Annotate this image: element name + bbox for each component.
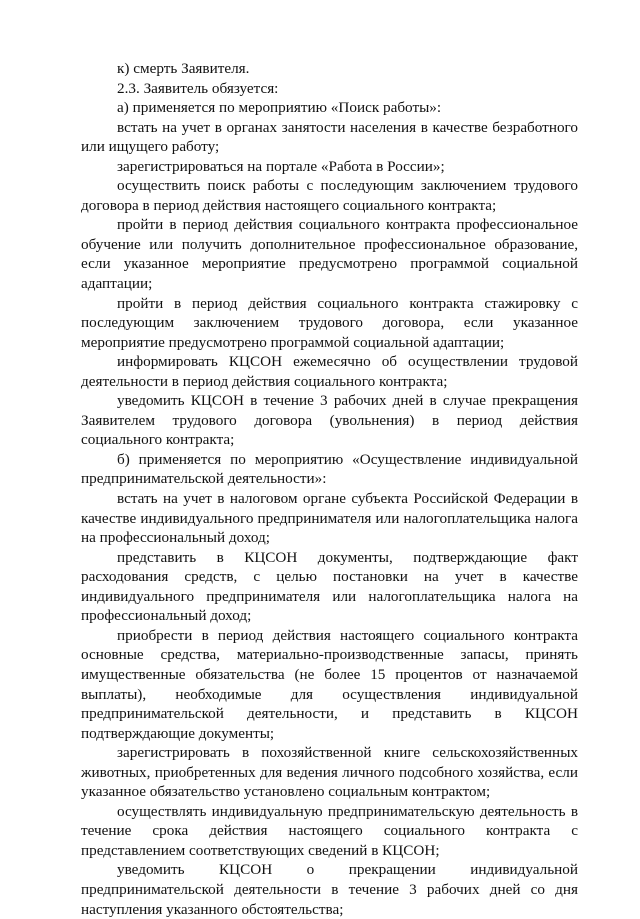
paragraph-conduct-business: осуществлять индивидуальную предпринимательскую деятельность в течение срока действия настоящего социального контракта с представлением соответствующих сведений в КЦСОН; <box>81 802 578 859</box>
paragraph-register-unemployment: встать на учет в органах занятости населения в качестве безработного или ищущего работу; <box>81 118 578 156</box>
paragraph-section-2-3: 2.3. Заявитель обязуется: <box>117 79 279 97</box>
paragraph-register-portal: зарегистрироваться на портале «Работа в России»; <box>117 157 445 175</box>
paragraph-tax-registration: встать на учет в налоговом органе субъекта Российской Федерации в качестве индивидуального предпринимателя или налогоплательщика налога на профессиональный доход; <box>81 490 578 547</box>
paragraph-inform-monthly: информировать КЦСОН ежемесячно об осуществлении трудовой деятельности в период действия социального контракта; <box>81 353 578 390</box>
paragraph-item-k: к) смерть Заявителя. <box>117 60 250 77</box>
document-page <box>81 59 578 919</box>
paragraph-internship: пройти в период действия социального контракта стажировку с последующим заключением трудового договора, если указанное мероприятие предусмотрено программой социальной адаптации; <box>81 294 578 351</box>
paragraph-notify-dismissal: уведомить КЦСОН в течение 3 рабочих дней в случае прекращения Заявителем трудового договора (увольнения) в период действия социального контракта; <box>81 392 578 449</box>
paragraph-notify-termination: уведомить КЦСОН о прекращении индивидуальной предпринимательской деятельности в течение 3 рабочих дней со дня наступления указанного обстоятельства; <box>81 861 578 918</box>
paragraph-item-b: б) применяется по мероприятию «Осуществление индивидуальной предпринимательской деятельности»: <box>81 450 578 488</box>
paragraph-item-a: а) применяется по мероприятию «Поиск работы»: <box>117 99 442 117</box>
paragraph-acquire-assets: приобрести в период действия настоящего социального контракта основные средства, материально-производственные запасы, принять имущественные обязательства (не более 15 процентов от назначаемой выплаты), необходимые для осуществления индивидуальной предпринимательской деятельности, и представить в КЦСОН подтверждающие документы; <box>81 626 578 742</box>
paragraph-register-livestock: зарегистрировать в похозяйственной книге сельскохозяйственных животных, приобретенных для ведения личного подсобного хозяйства, если указанное обязательство установлено социальным контрактом; <box>81 744 578 801</box>
paragraph-submit-documents: представить в КЦСОН документы, подтверждающие факт расходования средств, с целью постановки на учет в качестве индивидуального предпринимателя или налогоплательщика налога на профессиональный доход; <box>81 548 578 625</box>
paragraph-job-search: осуществить поиск работы с последующим заключением трудового договора в период действия настоящего социального контракта; <box>81 177 578 214</box>
paragraph-training: пройти в период действия социального контракта профессиональное обучение или получить дополнительное профессиональное образование, если указанное мероприятие предусмотрено программой социальной адаптации; <box>81 216 578 293</box>
